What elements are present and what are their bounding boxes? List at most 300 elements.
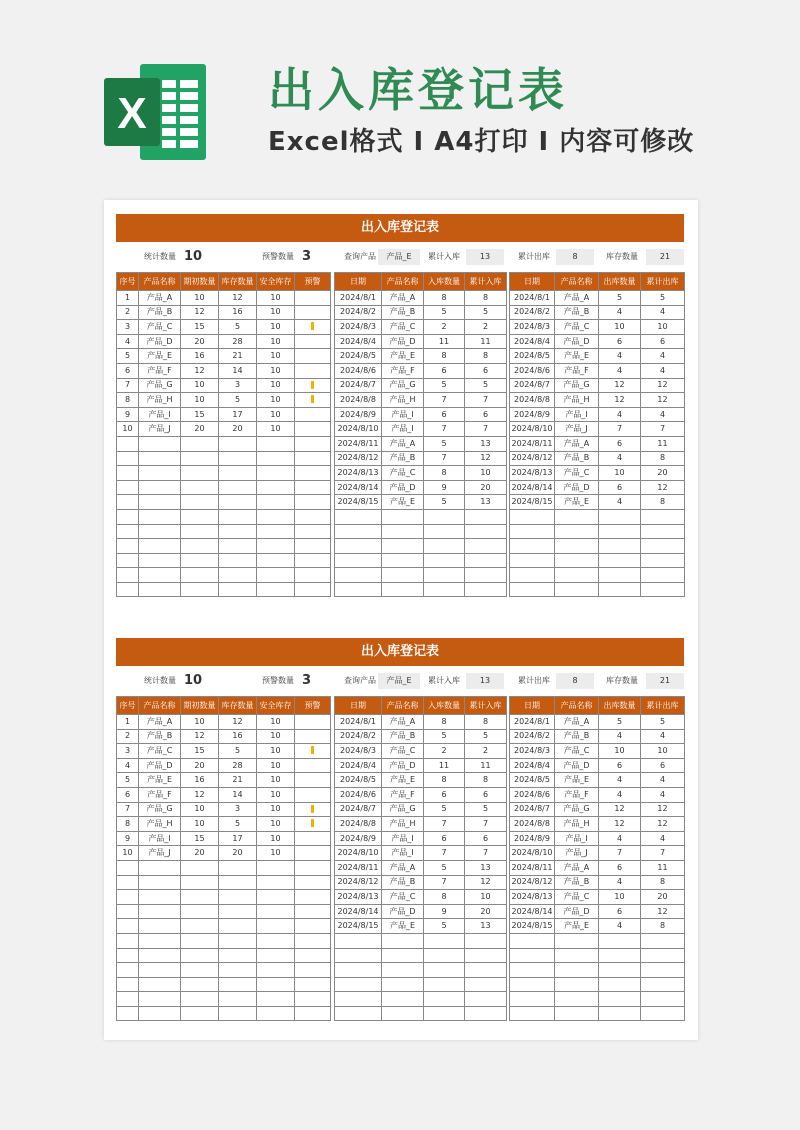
inbound-cell[interactable]: 2 — [465, 320, 507, 335]
outbound-cell[interactable]: 2024/8/15 — [510, 919, 555, 934]
inventory-cell[interactable]: 10 — [257, 744, 295, 759]
inventory-cell[interactable]: 1 — [117, 291, 139, 306]
inventory-cell[interactable] — [295, 860, 331, 875]
inbound-cell[interactable]: 6 — [424, 363, 465, 378]
outbound-cell[interactable] — [641, 524, 685, 539]
inbound-cell[interactable]: 8 — [465, 715, 507, 730]
outbound-cell[interactable] — [510, 948, 555, 963]
outbound-cell[interactable] — [641, 553, 685, 568]
inventory-cell[interactable]: 10 — [257, 787, 295, 802]
inbound-cell[interactable] — [382, 1006, 424, 1021]
query-product-input[interactable]: 产品_E — [378, 249, 420, 265]
inventory-cell[interactable] — [117, 539, 139, 554]
inbound-cell[interactable]: 产品_G — [382, 802, 424, 817]
outbound-cell[interactable]: 10 — [641, 320, 685, 335]
inventory-cell[interactable] — [139, 860, 181, 875]
inbound-cell[interactable]: 9 — [424, 480, 465, 495]
inbound-cell[interactable]: 产品_B — [382, 729, 424, 744]
inventory-cell[interactable]: 10 — [257, 320, 295, 335]
inventory-cell[interactable] — [181, 451, 219, 466]
inbound-cell[interactable]: 2024/8/1 — [335, 715, 382, 730]
inventory-cell[interactable]: 10 — [257, 378, 295, 393]
inventory-cell[interactable] — [257, 890, 295, 905]
inbound-cell[interactable]: 产品_C — [382, 466, 424, 481]
outbound-cell[interactable]: 产品_H — [555, 393, 599, 408]
inventory-cell[interactable] — [139, 904, 181, 919]
inbound-cell[interactable]: 产品_I — [382, 407, 424, 422]
inventory-cell[interactable]: 产品_I — [139, 407, 181, 422]
inventory-cell[interactable]: 12 — [181, 787, 219, 802]
outbound-cell[interactable]: 20 — [641, 466, 685, 481]
inventory-cell[interactable] — [181, 977, 219, 992]
inbound-cell[interactable] — [465, 539, 507, 554]
inventory-cell[interactable] — [117, 480, 139, 495]
outbound-cell[interactable] — [599, 992, 641, 1007]
inbound-cell[interactable] — [382, 992, 424, 1007]
inventory-cell[interactable]: 12 — [181, 729, 219, 744]
inventory-cell[interactable]: 产品_H — [139, 817, 181, 832]
inventory-cell[interactable] — [295, 480, 331, 495]
inbound-cell[interactable]: 2024/8/12 — [335, 875, 382, 890]
inbound-cell[interactable]: 8 — [424, 466, 465, 481]
inbound-cell[interactable]: 6 — [424, 831, 465, 846]
outbound-cell[interactable]: 2024/8/8 — [510, 393, 555, 408]
inbound-cell[interactable]: 7 — [465, 846, 507, 861]
inventory-cell[interactable] — [181, 568, 219, 583]
outbound-cell[interactable]: 产品_E — [555, 919, 599, 934]
inventory-cell[interactable]: 12 — [219, 291, 257, 306]
inventory-cell[interactable] — [295, 349, 331, 364]
inventory-cell[interactable] — [257, 904, 295, 919]
inventory-cell[interactable]: 4 — [117, 334, 139, 349]
inventory-cell[interactable]: 16 — [181, 773, 219, 788]
inventory-cell[interactable] — [117, 875, 139, 890]
inbound-cell[interactable] — [424, 509, 465, 524]
inbound-cell[interactable]: 11 — [465, 758, 507, 773]
inbound-cell[interactable]: 7 — [424, 422, 465, 437]
inbound-cell[interactable] — [335, 1006, 382, 1021]
inbound-cell[interactable] — [424, 524, 465, 539]
inventory-cell[interactable]: 10 — [117, 422, 139, 437]
inventory-cell[interactable] — [219, 568, 257, 583]
inventory-cell[interactable] — [295, 744, 331, 759]
inventory-cell[interactable] — [257, 553, 295, 568]
inventory-cell[interactable] — [257, 1006, 295, 1021]
inventory-cell[interactable] — [219, 933, 257, 948]
inbound-cell[interactable]: 2024/8/8 — [335, 817, 382, 832]
inventory-cell[interactable] — [117, 466, 139, 481]
inbound-cell[interactable] — [424, 992, 465, 1007]
inbound-cell[interactable]: 7 — [465, 422, 507, 437]
inbound-cell[interactable]: 5 — [424, 919, 465, 934]
inbound-cell[interactable]: 2024/8/8 — [335, 393, 382, 408]
outbound-cell[interactable]: 4 — [599, 831, 641, 846]
inbound-cell[interactable]: 8 — [424, 773, 465, 788]
inbound-cell[interactable] — [465, 963, 507, 978]
inbound-cell[interactable]: 产品_D — [382, 480, 424, 495]
inventory-cell[interactable]: 10 — [257, 729, 295, 744]
outbound-cell[interactable]: 产品_G — [555, 802, 599, 817]
outbound-cell[interactable] — [599, 539, 641, 554]
outbound-cell[interactable] — [510, 524, 555, 539]
inventory-cell[interactable] — [181, 948, 219, 963]
inbound-cell[interactable]: 5 — [424, 378, 465, 393]
inventory-cell[interactable] — [117, 1006, 139, 1021]
inbound-cell[interactable]: 产品_D — [382, 334, 424, 349]
inventory-cell[interactable]: 产品_J — [139, 422, 181, 437]
inventory-cell[interactable]: 6 — [117, 787, 139, 802]
inventory-cell[interactable]: 17 — [219, 831, 257, 846]
outbound-cell[interactable] — [555, 948, 599, 963]
inventory-cell[interactable] — [295, 305, 331, 320]
inventory-cell[interactable]: 5 — [219, 744, 257, 759]
inventory-cell[interactable]: 10 — [181, 378, 219, 393]
outbound-cell[interactable]: 12 — [641, 393, 685, 408]
outbound-cell[interactable] — [641, 948, 685, 963]
outbound-cell[interactable] — [510, 1006, 555, 1021]
inventory-cell[interactable]: 2 — [117, 729, 139, 744]
inbound-cell[interactable]: 13 — [465, 436, 507, 451]
outbound-cell[interactable] — [641, 977, 685, 992]
inbound-cell[interactable]: 产品_E — [382, 349, 424, 364]
inventory-cell[interactable] — [295, 568, 331, 583]
inbound-cell[interactable] — [424, 948, 465, 963]
inbound-cell[interactable]: 2024/8/9 — [335, 407, 382, 422]
inventory-cell[interactable] — [295, 407, 331, 422]
inventory-cell[interactable] — [295, 977, 331, 992]
inventory-cell[interactable] — [295, 846, 331, 861]
inventory-cell[interactable] — [139, 568, 181, 583]
inbound-cell[interactable]: 2024/8/7 — [335, 802, 382, 817]
inbound-cell[interactable]: 8 — [465, 291, 507, 306]
inbound-cell[interactable]: 7 — [424, 393, 465, 408]
inventory-cell[interactable]: 9 — [117, 407, 139, 422]
outbound-cell[interactable] — [510, 933, 555, 948]
outbound-cell[interactable]: 6 — [641, 334, 685, 349]
outbound-cell[interactable] — [510, 992, 555, 1007]
inventory-cell[interactable]: 5 — [219, 393, 257, 408]
outbound-cell[interactable] — [641, 539, 685, 554]
outbound-cell[interactable] — [510, 539, 555, 554]
inventory-cell[interactable]: 28 — [219, 334, 257, 349]
inbound-cell[interactable]: 产品_G — [382, 378, 424, 393]
inventory-cell[interactable] — [117, 992, 139, 1007]
inventory-cell[interactable] — [181, 963, 219, 978]
outbound-cell[interactable]: 产品_J — [555, 846, 599, 861]
outbound-cell[interactable] — [641, 1006, 685, 1021]
outbound-cell[interactable]: 10 — [599, 890, 641, 905]
inbound-cell[interactable] — [382, 539, 424, 554]
inbound-cell[interactable] — [335, 948, 382, 963]
inventory-cell[interactable]: 10 — [181, 802, 219, 817]
inbound-cell[interactable]: 2024/8/15 — [335, 919, 382, 934]
inbound-cell[interactable]: 10 — [465, 466, 507, 481]
inventory-cell[interactable]: 20 — [181, 334, 219, 349]
inventory-cell[interactable] — [117, 890, 139, 905]
outbound-cell[interactable] — [510, 568, 555, 583]
inventory-cell[interactable] — [295, 904, 331, 919]
outbound-cell[interactable] — [510, 553, 555, 568]
inventory-cell[interactable] — [181, 1006, 219, 1021]
inventory-cell[interactable] — [139, 948, 181, 963]
outbound-cell[interactable]: 12 — [641, 904, 685, 919]
outbound-cell[interactable]: 2024/8/4 — [510, 334, 555, 349]
inventory-cell[interactable] — [295, 773, 331, 788]
inventory-cell[interactable] — [181, 860, 219, 875]
inventory-cell[interactable]: 21 — [219, 349, 257, 364]
inventory-cell[interactable]: 10 — [257, 393, 295, 408]
inbound-cell[interactable]: 产品_I — [382, 846, 424, 861]
outbound-cell[interactable]: 2024/8/11 — [510, 860, 555, 875]
inventory-cell[interactable] — [295, 334, 331, 349]
outbound-cell[interactable]: 产品_E — [555, 349, 599, 364]
outbound-cell[interactable]: 产品_A — [555, 291, 599, 306]
inbound-cell[interactable] — [382, 933, 424, 948]
outbound-cell[interactable] — [641, 963, 685, 978]
inventory-cell[interactable] — [181, 553, 219, 568]
inbound-cell[interactable] — [465, 568, 507, 583]
inventory-cell[interactable] — [181, 992, 219, 1007]
inventory-cell[interactable]: 12 — [181, 305, 219, 320]
inbound-cell[interactable]: 6 — [465, 363, 507, 378]
outbound-cell[interactable]: 2024/8/6 — [510, 787, 555, 802]
outbound-cell[interactable]: 产品_D — [555, 334, 599, 349]
outbound-cell[interactable]: 11 — [641, 860, 685, 875]
inventory-cell[interactable]: 10 — [257, 349, 295, 364]
inventory-cell[interactable]: 产品_G — [139, 378, 181, 393]
inbound-cell[interactable] — [424, 963, 465, 978]
inventory-cell[interactable]: 10 — [257, 305, 295, 320]
inventory-cell[interactable]: 产品_B — [139, 729, 181, 744]
outbound-cell[interactable]: 10 — [599, 320, 641, 335]
inventory-cell[interactable] — [181, 904, 219, 919]
inventory-cell[interactable] — [139, 495, 181, 510]
inventory-cell[interactable] — [117, 509, 139, 524]
inbound-cell[interactable] — [335, 582, 382, 597]
outbound-cell[interactable]: 2024/8/9 — [510, 831, 555, 846]
inbound-cell[interactable]: 2024/8/1 — [335, 291, 382, 306]
query-product-input[interactable]: 产品_E — [378, 673, 420, 689]
outbound-cell[interactable]: 2024/8/4 — [510, 758, 555, 773]
inbound-cell[interactable]: 产品_F — [382, 787, 424, 802]
outbound-cell[interactable]: 12 — [641, 378, 685, 393]
inbound-cell[interactable]: 产品_B — [382, 305, 424, 320]
inventory-cell[interactable]: 10 — [257, 715, 295, 730]
inventory-cell[interactable] — [181, 539, 219, 554]
inbound-cell[interactable] — [335, 963, 382, 978]
inbound-cell[interactable]: 2024/8/14 — [335, 904, 382, 919]
outbound-cell[interactable]: 4 — [599, 875, 641, 890]
outbound-cell[interactable] — [555, 977, 599, 992]
inventory-cell[interactable]: 20 — [219, 422, 257, 437]
outbound-cell[interactable]: 8 — [641, 919, 685, 934]
outbound-cell[interactable] — [555, 509, 599, 524]
inbound-cell[interactable]: 产品_C — [382, 744, 424, 759]
outbound-cell[interactable]: 7 — [641, 846, 685, 861]
outbound-cell[interactable]: 2024/8/1 — [510, 715, 555, 730]
outbound-cell[interactable]: 2024/8/8 — [510, 817, 555, 832]
inventory-cell[interactable] — [139, 933, 181, 948]
inbound-cell[interactable]: 6 — [465, 831, 507, 846]
inventory-cell[interactable]: 10 — [257, 334, 295, 349]
inbound-cell[interactable]: 5 — [424, 305, 465, 320]
inventory-cell[interactable]: 17 — [219, 407, 257, 422]
outbound-cell[interactable]: 产品_F — [555, 787, 599, 802]
inventory-cell[interactable]: 5 — [219, 320, 257, 335]
outbound-cell[interactable]: 产品_F — [555, 363, 599, 378]
inventory-cell[interactable] — [219, 904, 257, 919]
outbound-cell[interactable] — [599, 948, 641, 963]
inventory-cell[interactable] — [295, 715, 331, 730]
inventory-cell[interactable] — [295, 802, 331, 817]
outbound-cell[interactable]: 5 — [599, 715, 641, 730]
inbound-cell[interactable]: 产品_I — [382, 831, 424, 846]
inventory-cell[interactable] — [295, 758, 331, 773]
outbound-cell[interactable]: 2024/8/15 — [510, 495, 555, 510]
outbound-cell[interactable]: 11 — [641, 436, 685, 451]
outbound-cell[interactable] — [555, 539, 599, 554]
outbound-cell[interactable]: 4 — [599, 451, 641, 466]
inventory-cell[interactable] — [117, 963, 139, 978]
inventory-cell[interactable] — [117, 436, 139, 451]
inventory-cell[interactable]: 20 — [181, 422, 219, 437]
outbound-cell[interactable]: 产品_D — [555, 758, 599, 773]
outbound-cell[interactable]: 产品_A — [555, 860, 599, 875]
outbound-cell[interactable]: 4 — [641, 773, 685, 788]
inbound-cell[interactable]: 2 — [424, 320, 465, 335]
inventory-cell[interactable] — [139, 890, 181, 905]
inbound-cell[interactable]: 产品_B — [382, 875, 424, 890]
inbound-cell[interactable]: 产品_E — [382, 919, 424, 934]
outbound-cell[interactable]: 4 — [641, 407, 685, 422]
inbound-cell[interactable] — [465, 948, 507, 963]
outbound-cell[interactable]: 产品_E — [555, 773, 599, 788]
inbound-cell[interactable] — [424, 553, 465, 568]
outbound-cell[interactable]: 2024/8/3 — [510, 744, 555, 759]
inventory-cell[interactable] — [219, 539, 257, 554]
inventory-cell[interactable]: 20 — [181, 846, 219, 861]
outbound-cell[interactable] — [555, 992, 599, 1007]
outbound-cell[interactable] — [555, 1006, 599, 1021]
inbound-cell[interactable]: 6 — [465, 787, 507, 802]
inventory-cell[interactable] — [257, 963, 295, 978]
inbound-cell[interactable]: 2024/8/6 — [335, 787, 382, 802]
outbound-cell[interactable] — [641, 568, 685, 583]
inbound-cell[interactable]: 8 — [465, 773, 507, 788]
inbound-cell[interactable]: 7 — [424, 875, 465, 890]
inventory-cell[interactable] — [139, 963, 181, 978]
inbound-cell[interactable] — [335, 992, 382, 1007]
inventory-cell[interactable]: 2 — [117, 305, 139, 320]
inventory-cell[interactable]: 10 — [257, 407, 295, 422]
inventory-cell[interactable]: 15 — [181, 407, 219, 422]
inbound-cell[interactable]: 产品_A — [382, 436, 424, 451]
inventory-cell[interactable]: 8 — [117, 817, 139, 832]
inventory-cell[interactable] — [257, 875, 295, 890]
outbound-cell[interactable] — [641, 509, 685, 524]
inventory-cell[interactable]: 产品_F — [139, 787, 181, 802]
inventory-cell[interactable]: 产品_D — [139, 334, 181, 349]
inbound-cell[interactable] — [465, 933, 507, 948]
inventory-cell[interactable]: 10 — [257, 758, 295, 773]
inventory-cell[interactable]: 15 — [181, 831, 219, 846]
inbound-cell[interactable]: 12 — [465, 451, 507, 466]
inbound-cell[interactable]: 8 — [424, 349, 465, 364]
inventory-cell[interactable] — [139, 539, 181, 554]
inbound-cell[interactable] — [382, 963, 424, 978]
outbound-cell[interactable]: 2024/8/10 — [510, 846, 555, 861]
inventory-cell[interactable] — [219, 948, 257, 963]
inventory-cell[interactable]: 3 — [219, 802, 257, 817]
inventory-cell[interactable] — [257, 524, 295, 539]
inbound-cell[interactable]: 7 — [465, 393, 507, 408]
inventory-cell[interactable]: 16 — [219, 305, 257, 320]
inventory-cell[interactable]: 20 — [181, 758, 219, 773]
inbound-cell[interactable]: 5 — [424, 436, 465, 451]
inbound-cell[interactable]: 8 — [424, 291, 465, 306]
inventory-cell[interactable] — [257, 568, 295, 583]
inventory-cell[interactable]: 14 — [219, 363, 257, 378]
inventory-cell[interactable] — [117, 524, 139, 539]
inbound-cell[interactable]: 2024/8/7 — [335, 378, 382, 393]
inventory-cell[interactable] — [257, 495, 295, 510]
outbound-cell[interactable]: 产品_D — [555, 480, 599, 495]
inventory-cell[interactable] — [139, 480, 181, 495]
outbound-cell[interactable]: 5 — [599, 291, 641, 306]
inbound-cell[interactable] — [335, 977, 382, 992]
inbound-cell[interactable] — [424, 977, 465, 992]
inventory-cell[interactable]: 10 — [117, 846, 139, 861]
inbound-cell[interactable]: 产品_H — [382, 393, 424, 408]
inbound-cell[interactable] — [335, 539, 382, 554]
inbound-cell[interactable]: 8 — [424, 715, 465, 730]
outbound-cell[interactable]: 5 — [641, 291, 685, 306]
outbound-cell[interactable]: 产品_B — [555, 305, 599, 320]
inbound-cell[interactable]: 2024/8/15 — [335, 495, 382, 510]
inventory-cell[interactable] — [295, 992, 331, 1007]
outbound-cell[interactable]: 产品_J — [555, 422, 599, 437]
inventory-cell[interactable] — [139, 582, 181, 597]
outbound-cell[interactable] — [599, 553, 641, 568]
inbound-cell[interactable]: 11 — [424, 758, 465, 773]
inbound-cell[interactable] — [465, 553, 507, 568]
inventory-cell[interactable] — [117, 948, 139, 963]
outbound-cell[interactable]: 6 — [599, 436, 641, 451]
inbound-cell[interactable]: 5 — [424, 860, 465, 875]
outbound-cell[interactable]: 6 — [599, 758, 641, 773]
inventory-cell[interactable] — [117, 977, 139, 992]
inventory-cell[interactable] — [257, 466, 295, 481]
outbound-cell[interactable]: 产品_G — [555, 378, 599, 393]
outbound-cell[interactable]: 2024/8/14 — [510, 904, 555, 919]
outbound-cell[interactable]: 4 — [599, 919, 641, 934]
inventory-cell[interactable] — [257, 919, 295, 934]
inbound-cell[interactable] — [424, 539, 465, 554]
inventory-cell[interactable] — [219, 977, 257, 992]
inbound-cell[interactable]: 6 — [465, 407, 507, 422]
inventory-cell[interactable] — [295, 524, 331, 539]
inventory-cell[interactable] — [219, 919, 257, 934]
outbound-cell[interactable]: 产品_A — [555, 436, 599, 451]
inventory-cell[interactable] — [257, 933, 295, 948]
inventory-cell[interactable]: 产品_E — [139, 349, 181, 364]
outbound-cell[interactable] — [555, 553, 599, 568]
inventory-cell[interactable] — [219, 963, 257, 978]
inventory-cell[interactable] — [257, 860, 295, 875]
inbound-cell[interactable]: 13 — [465, 919, 507, 934]
inbound-cell[interactable]: 9 — [424, 904, 465, 919]
inventory-cell[interactable] — [117, 495, 139, 510]
